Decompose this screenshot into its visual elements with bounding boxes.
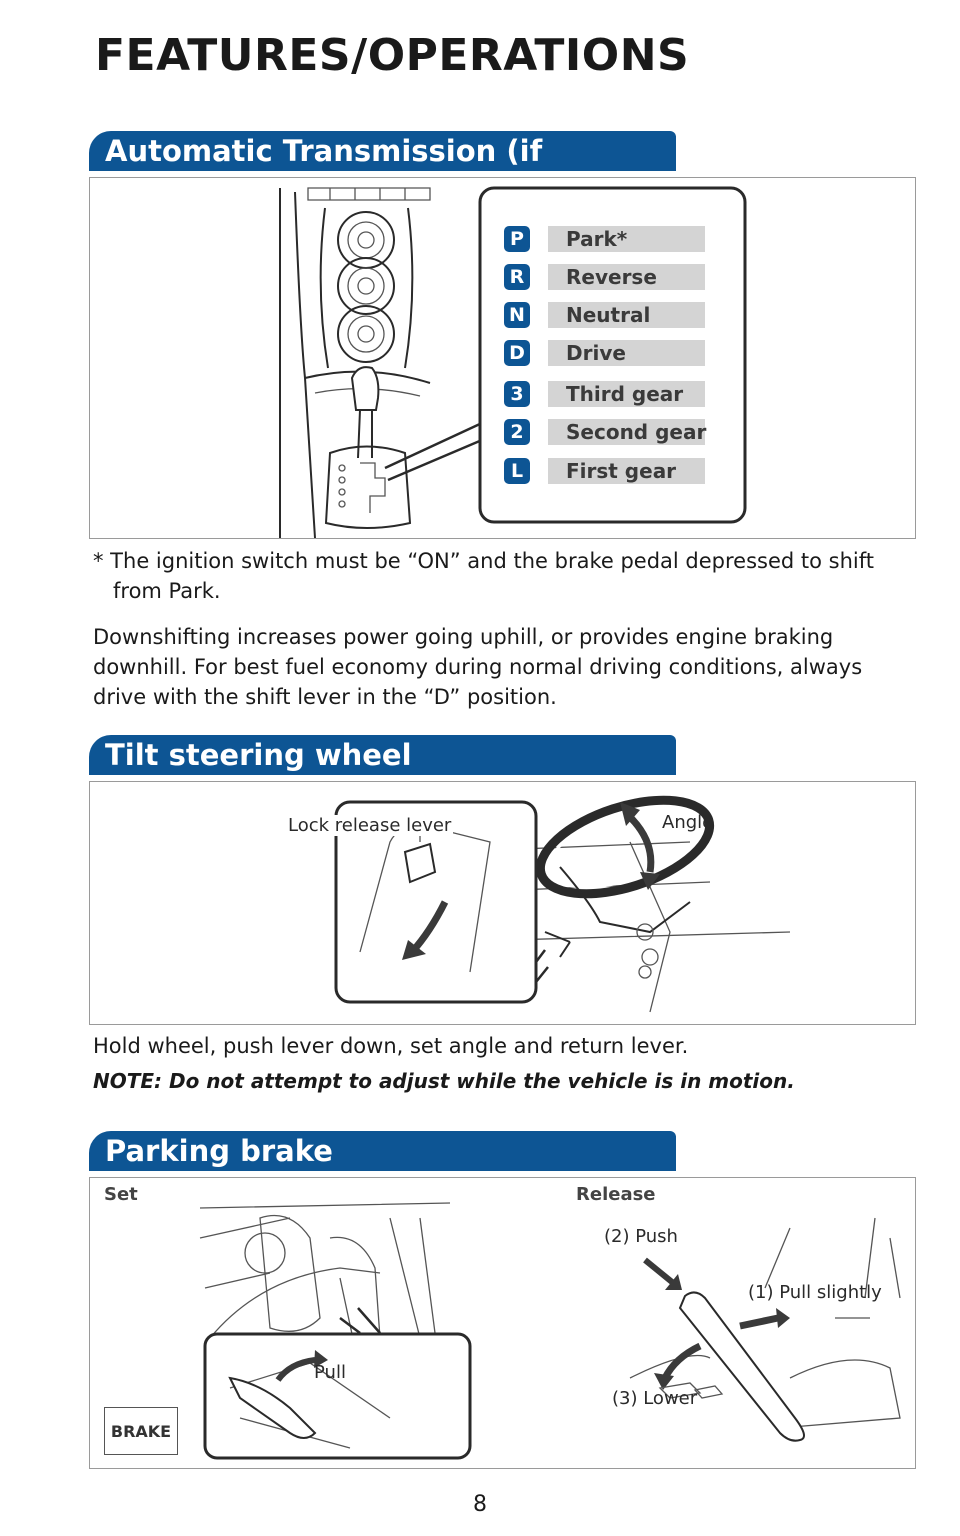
parking-illustration-panel: [89, 1177, 916, 1469]
gear-badge: D: [504, 340, 530, 366]
tilt-instruction: Hold wheel, push lever down, set angle and return lever.: [93, 1034, 689, 1058]
hvac-knob-top-icon: [338, 212, 394, 268]
downshift-paragraph-line-1: Downshifting increases power going uphill, or provides engine braking: [93, 625, 834, 649]
gear-badge: N: [504, 302, 530, 328]
downshift-paragraph-line-3: drive with the shift lever in the “D” position.: [93, 685, 557, 709]
gear-label: Second gear: [548, 419, 705, 445]
pull-slightly-arrow-icon: [740, 1308, 790, 1328]
footnote-line-1: * The ignition switch must be “ON” and the brake pedal depressed to shift: [93, 549, 874, 573]
section-heading-tilt: Tilt steering wheel: [89, 735, 676, 775]
lower-arrow-icon: [654, 1346, 700, 1390]
pull-slightly-label: (1) Pull slightly: [748, 1282, 882, 1303]
brake-indicator-badge: BRAKE: [104, 1407, 178, 1455]
page-title: FEATURES/OPERATIONS: [95, 30, 690, 81]
gear-badge: R: [504, 264, 530, 290]
pull-label: Pull: [314, 1362, 346, 1383]
set-label: Set: [104, 1184, 138, 1205]
gear-label: First gear: [548, 458, 705, 484]
lock-release-lever-label: Lock release lever: [288, 815, 452, 836]
gear-label: Reverse: [548, 264, 705, 290]
section-heading-transmission: Automatic Transmission (if: [89, 131, 676, 171]
gear-badge: 2: [504, 419, 530, 445]
gear-badge: 3: [504, 381, 530, 407]
release-handle-icon: [680, 1292, 804, 1440]
gear-badge: L: [504, 458, 530, 484]
page-number: 8: [473, 1492, 487, 1517]
shift-lever-icon: [352, 367, 378, 458]
gear-label: Third gear: [548, 381, 705, 407]
tilt-note: NOTE: Do not attempt to adjust while the vehicle is in motion.: [93, 1069, 795, 1093]
section-heading-parking: Parking brake: [89, 1131, 676, 1171]
gear-badge: P: [504, 226, 530, 252]
release-label: Release: [576, 1184, 656, 1205]
gear-label: Neutral: [548, 302, 705, 328]
transmission-illustration-panel: [89, 177, 916, 539]
footnote-line-2: from Park.: [113, 579, 221, 603]
downshift-paragraph-line-2: downhill. For best fuel economy during normal driving conditions, always: [93, 655, 863, 679]
angle-label: Angle: [662, 812, 714, 833]
push-arrow-icon: [645, 1260, 682, 1290]
seat-icon: [260, 1216, 380, 1339]
steering-illustration: [90, 782, 915, 1024]
parking-brake-illustration: [90, 1178, 915, 1468]
tilt-illustration-panel: [89, 781, 916, 1025]
lower-label: (3) Lower: [612, 1388, 698, 1409]
gear-label: Drive: [548, 340, 705, 366]
gear-label: Park*: [548, 226, 705, 252]
push-label: (2) Push: [604, 1226, 678, 1247]
shifter-illustration: [90, 178, 915, 538]
